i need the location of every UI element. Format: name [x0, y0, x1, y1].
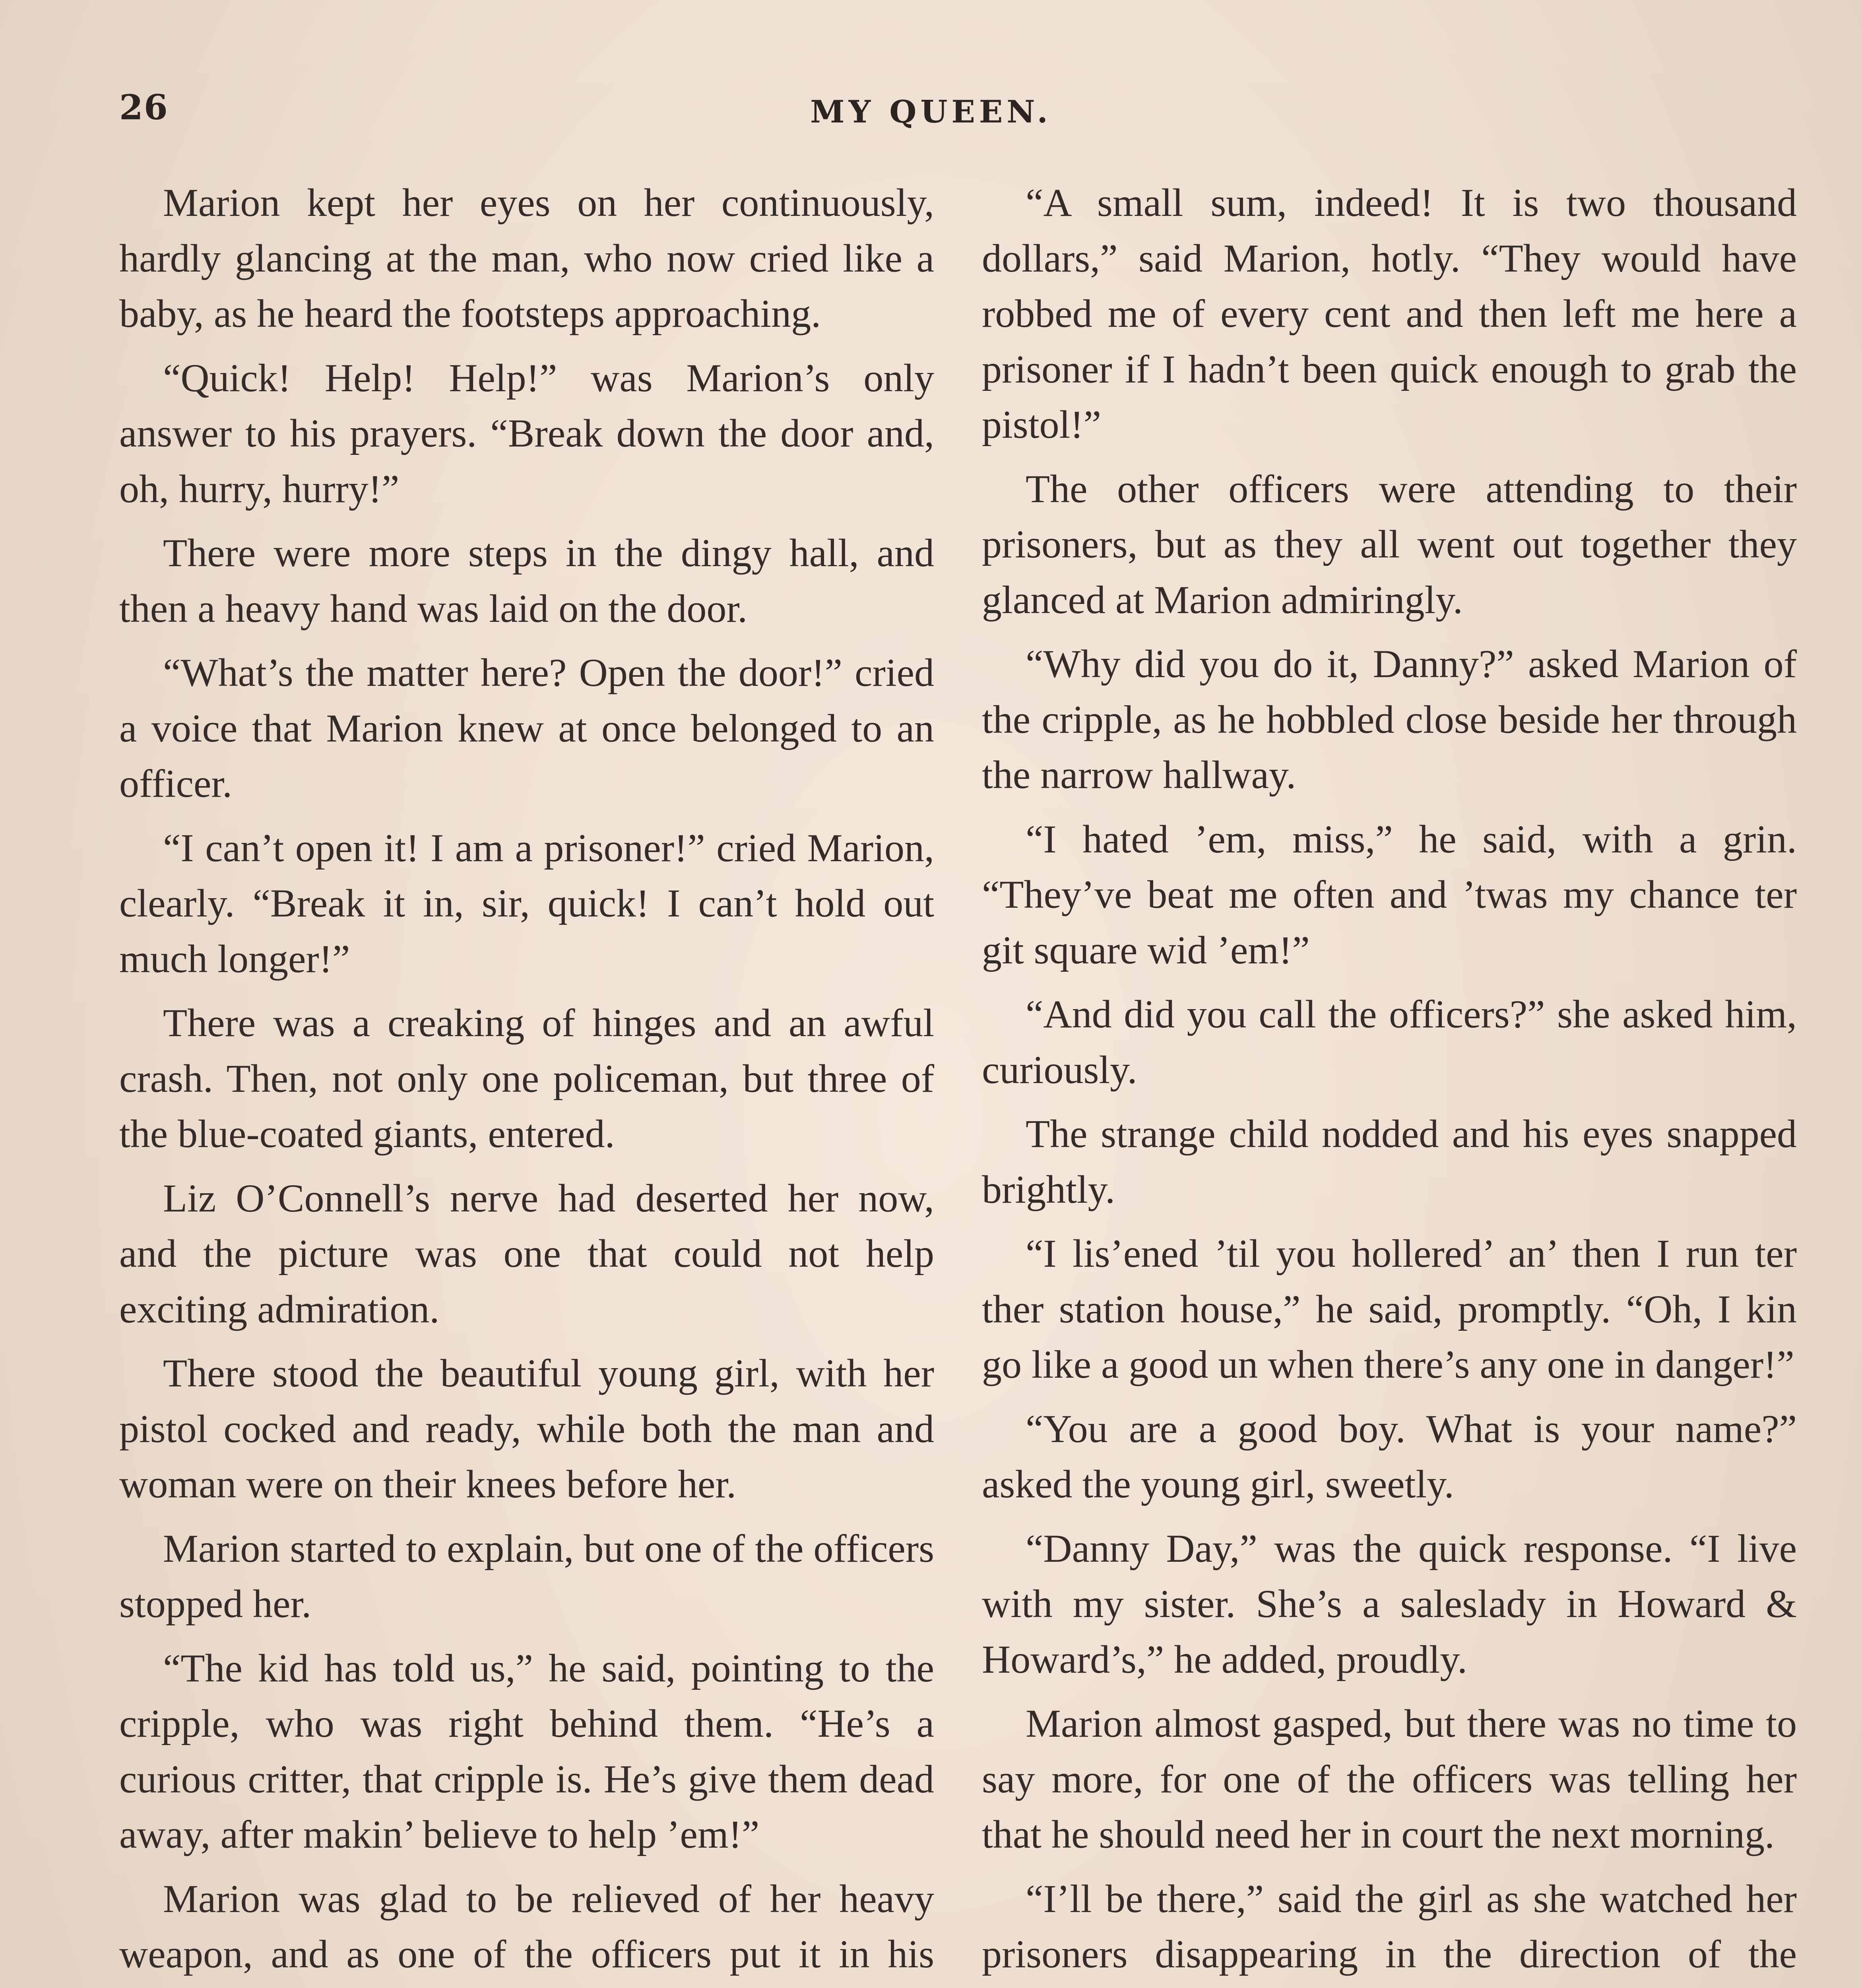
paragraph: The other officers were attending to their prisoners, but as they all went out together they glanced at Marion admiringly. — [982, 466, 1797, 622]
paragraph: “Why did you do it, Danny?” asked Marion of the cripple, as he hobbled close beside her through the narrow hallway. — [982, 642, 1797, 797]
paragraph: Marion started to explain, but one of the officers stopped her. — [119, 1526, 934, 1626]
paragraph: “Danny Day,” was the quick response. “I live with my sister. She’s a saleslady in Howard & Howard’s,” he added, proudly. — [982, 1526, 1797, 1681]
paragraph: Marion kept her eyes on her continuously, hardly glancing at the man, who now cried like a baby, as he heard the footsteps approaching. — [119, 181, 934, 336]
paragraph: There was a creaking of hinges and an awful crash. Then, not only one policeman, but three of the blue-coated giants, entered. — [119, 1001, 934, 1156]
paragraph: “And did you call the officers?” she asked him, curiously. — [982, 992, 1797, 1092]
paragraph: “I’ll be there,” said the girl as she watched her prisoners disappearing in the direction of the — [982, 1876, 1797, 1976]
paragraph: “I lis’ened ’til you hollered’ an’ then I run ter ther station house,” he said, promptly. “Oh, I kin go like a good un when there’s any one in danger!” — [982, 1231, 1797, 1386]
paragraph: “You are a good boy. What is your name?” asked the young girl, sweetly. — [982, 1406, 1797, 1506]
paragraph: “I hated ’em, miss,” he said, with a grin. “They’ve beat me often and ’twas my chance ter git square wid ’em!” — [982, 817, 1797, 972]
page-number: 26 — [119, 87, 169, 128]
paragraph: “A small sum, indeed! It is two thousand dollars,” said Marion, hotly. “They would have robbed me of every cent and then left me here a prisoner if I hadn’t been quick enough to grab the pistol!” — [982, 181, 1797, 447]
paragraph: Liz O’Connell’s nerve had deserted her now, and the picture was one that could not help exciting admiration. — [119, 1176, 934, 1331]
paragraph: There stood the beautiful young girl, with her pistol cocked and ready, while both the man and woman were on their knees before her. — [119, 1351, 934, 1506]
paragraph: Marion was glad to be relieved of her heavy weapon, and as one of the officers put it in his — [119, 1876, 934, 1976]
running-head-title: MY QUEEN. — [810, 94, 1052, 130]
paragraph: The strange child nodded and his eyes snapped brightly. — [982, 1112, 1797, 1211]
paragraph: Marion almost gasped, but there was no time to say more, for one of the officers was telling her that he should need her in court the next morning. — [982, 1701, 1797, 1856]
right-column — [982, 175, 1797, 1988]
paragraph: “The kid has told us,” he said, pointing to the cripple, who was right behind them. “He’s a curious critter, that cripple is. He’s give them dead away, after makin’ believe to help ’em!” — [119, 1646, 934, 1856]
paragraph: “Quick! Help! Help!” was Marion’s only answer to his prayers. “Break down the door and, oh, hurry, hurry!” — [119, 355, 934, 511]
paragraph: “What’s the matter here? Open the door!” cried a voice that Marion knew at once belonged to an officer. — [119, 650, 934, 806]
paragraph: “I can’t open it! I am a prisoner!” cried Marion, clearly. “Break it in, sir, quick! I can’t hold out much longer!” — [119, 825, 934, 981]
paragraph: There were more steps in the dingy hall, and then a heavy hand was laid on the door. — [119, 531, 934, 631]
left-column — [119, 175, 934, 1988]
